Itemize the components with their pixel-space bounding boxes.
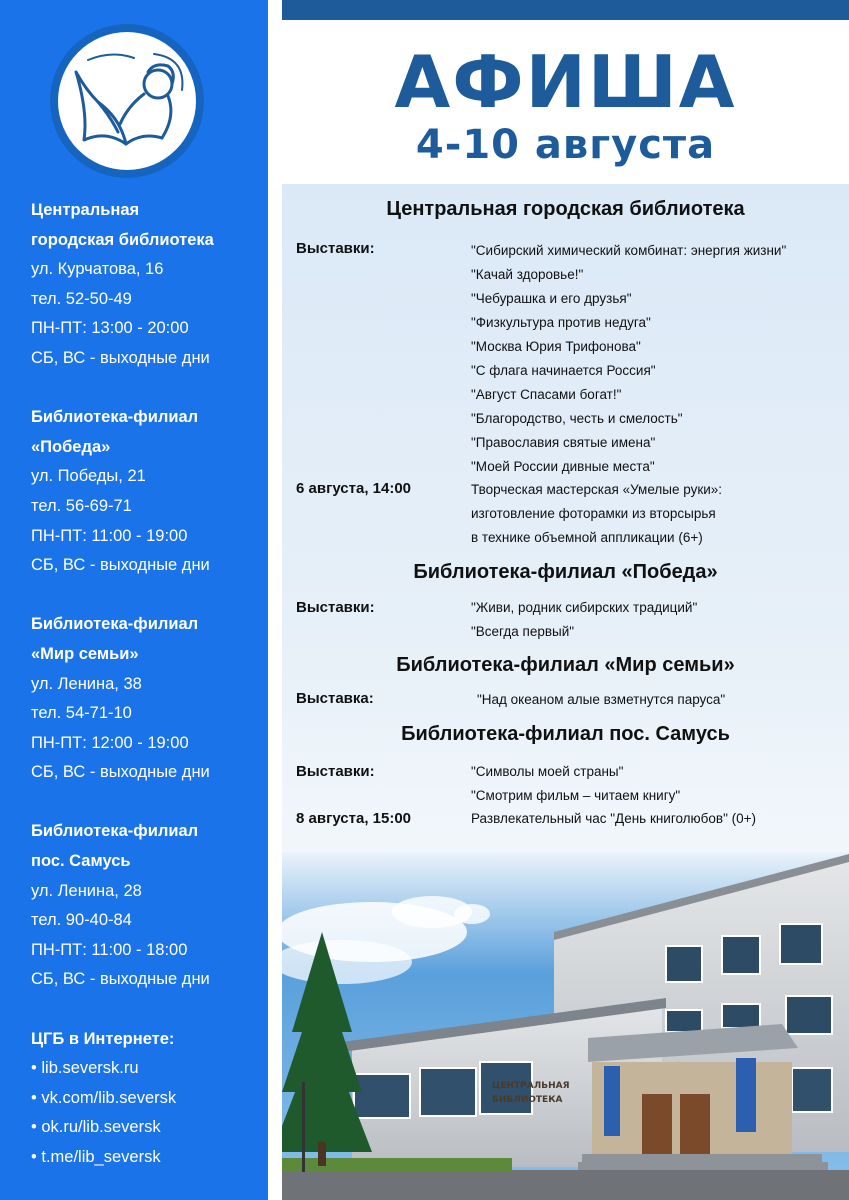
web-links [31, 1025, 261, 1173]
exhibit-line: "Над океаном алые взметнутся паруса" [477, 692, 726, 707]
row-label: Выставки: [296, 763, 375, 780]
section-title: Библиотека-филиал пос. Самусь [401, 723, 730, 745]
branch-name: Библиотека-филиал [31, 615, 199, 634]
web-link[interactable]: • vk.com/lib.seversk [31, 1088, 177, 1107]
branch-samus [31, 817, 261, 995]
date-range: 4-10 августа [415, 122, 716, 168]
branch-hours: ПН-ПТ: 12:00 - 19:00 [31, 733, 189, 752]
event-line: в технике объемной аппликации (6+) [471, 530, 703, 545]
branch-address: ул. Ленина, 38 [31, 674, 142, 693]
row-label: Выставка: [296, 690, 374, 707]
row-label: Выставки: [296, 240, 375, 257]
exhibit-line: "Август Спасами богат!" [471, 387, 622, 402]
library-building-photo [282, 852, 849, 1200]
web-link[interactable]: • lib.seversk.ru [31, 1059, 139, 1078]
branch-pobeda [31, 403, 261, 581]
branch-phone: тел. 90-40-84 [31, 911, 132, 930]
exhibit-line: "Физкультура против недуга" [471, 315, 651, 330]
branch-name: Центральная [31, 201, 140, 219]
branch-days-off: СБ, ВС - выходные дни [31, 348, 210, 367]
branch-name: городская библиотека [31, 230, 214, 249]
exhibit-line: "Моей России дивные места" [471, 459, 655, 474]
exhibit-line: "Символы моей страны" [471, 764, 624, 779]
branch-address: ул. Победы, 21 [31, 467, 146, 486]
branch-days-off: СБ, ВС - выходные дни [31, 556, 210, 575]
branch-hours: ПН-ПТ: 11:00 - 19:00 [31, 526, 188, 545]
section-title: Центральная городская библиотека [386, 198, 745, 220]
branch-name: Библиотека-филиал [31, 408, 199, 427]
branch-mir-semyi [31, 610, 261, 788]
event-line: Развлекательный час "День книголюбов" (0+) [471, 811, 757, 826]
branch-name: «Победа» [31, 437, 111, 456]
branch-address: ул. Ленина, 28 [31, 881, 142, 900]
header-accent-bar [282, 0, 849, 20]
branch-name: «Мир семьи» [31, 644, 139, 663]
branch-hours: ПН-ПТ: 11:00 - 18:00 [31, 940, 188, 959]
sidebar [0, 0, 268, 1200]
exhibit-line: "Всегда первый" [471, 624, 575, 639]
building-sign-text: БИБЛИОТЕКА [492, 1095, 563, 1105]
exhibit-line: "Благородство, честь и смелость" [471, 411, 683, 426]
exhibit-line: "Москва Юрия Трифонова" [471, 339, 641, 354]
branch-phone: тел. 52-50-49 [31, 289, 132, 308]
exhibit-line: "Качай здоровье!" [471, 267, 584, 282]
library-logo [50, 24, 204, 178]
branch-contacts [31, 196, 261, 1173]
exhibit-line: "Сибирский химический комбинат: энергия жизни" [471, 243, 787, 258]
branch-name: Библиотека-филиал [31, 822, 199, 841]
exhibit-line: "Живи, родник сибирских традиций" [471, 600, 698, 615]
web-link[interactable]: • ok.ru/lib.seversk [31, 1118, 161, 1137]
section-title: Библиотека-филиал «Мир семьи» [396, 654, 735, 676]
building-sign-text: ЦЕНТРАЛЬНАЯ [492, 1081, 570, 1091]
page-title: АФИША [394, 40, 737, 124]
row-label: 6 августа, 14:00 [296, 480, 412, 497]
branch-address: ул. Курчатова, 16 [31, 260, 164, 279]
exhibit-line: "Смотрим фильм – читаем книгу" [471, 788, 681, 803]
branch-days-off: СБ, ВС - выходные дни [31, 763, 210, 782]
event-line: изготовление фоторамки из вторсырья [471, 506, 716, 521]
reading-figure-icon [58, 32, 196, 170]
section-title: Библиотека-филиал «Победа» [413, 561, 718, 583]
web-link[interactable]: • t.me/lib_seversk [31, 1148, 161, 1166]
exhibit-line: "Православия святые имена" [471, 435, 656, 450]
row-label: Выставки: [296, 599, 375, 616]
exhibit-line: "С флага начинается Россия" [471, 363, 656, 378]
event-line: Творческая мастерская «Умелые руки»: [471, 482, 723, 497]
row-label: 8 августа, 15:00 [296, 810, 412, 827]
branch-hours: ПН-ПТ: 13:00 - 20:00 [31, 319, 189, 338]
exhibit-line: "Чебурашка и его друзья" [471, 291, 632, 306]
branch-phone: тел. 54-71-10 [31, 704, 132, 723]
branch-phone: тел. 56-69-71 [31, 496, 132, 515]
web-links-title: ЦГБ в Интернете: [31, 1029, 175, 1048]
branch-days-off: СБ, ВС - выходные дни [31, 970, 210, 989]
branch-central [31, 196, 261, 374]
branch-name: пос. Самусь [31, 852, 131, 871]
